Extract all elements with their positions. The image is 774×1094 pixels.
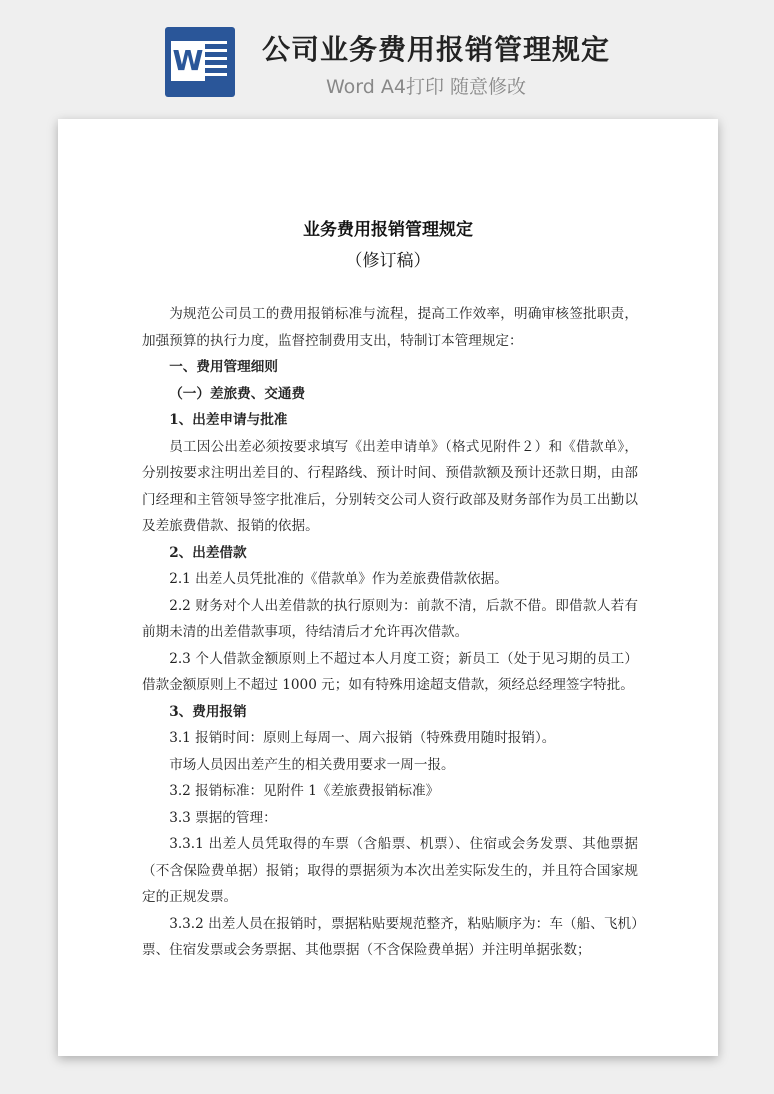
paragraph: 3.3.2 出差人员在报销时，票据粘贴要规范整齐，粘贴顺序为：车（船、飞机）票、住宿发票或会务票据、其他票据（不含保险费单据）并注明单据张数； [142, 915, 638, 958]
paragraph: 3.3 票据的管理： [169, 809, 277, 826]
item-heading: 3、费用报销 [169, 703, 247, 720]
item-heading: 2、出差借款 [169, 544, 247, 561]
text-lines-icon [205, 41, 227, 81]
paragraph: 2.2 财务对个人出差借款的执行原则为：前款不清，后款不借。即借款人若有前期未清的出差借款事项，待结清后才允许再次借款。 [142, 597, 638, 640]
header [0, 0, 774, 110]
document-subtitle: （修订稿） [345, 251, 431, 271]
watermark [88, 480, 120, 519]
paragraph: 2.1 出差人员凭批准的《借款单》作为差旅费借款依据。 [169, 571, 508, 587]
word-document-icon [165, 27, 235, 97]
paragraph: 3.2 报销标准：见附件 1《差旅费报销标准》 [169, 783, 440, 799]
header-subtitle: Word A4打印 随意修改 [326, 76, 527, 98]
paragraph: 3.1 报销时间：原则上每周一、周六报销（特殊费用随时报销）。 [169, 730, 556, 746]
document-body [142, 301, 638, 964]
paragraph: 为规范公司员工的费用报销标准与流程，提高工作效率，明确审核签批职责，加强预算的执行力度，监督控制费用支出，特制订本管理规定： [142, 306, 638, 349]
item-heading: 1、出差申请与批准 [169, 412, 288, 428]
document-title: 业务费用报销管理规定 [303, 220, 473, 240]
paragraph: 市场人员因出差产生的相关费用要求一周一报。 [169, 756, 455, 773]
header-title: 公司业务费用报销管理规定 [262, 33, 611, 66]
word-letter: W [171, 41, 205, 81]
paragraph: 3.3.1 出差人员凭取得的车票（含船票、机票）、住宿或会务发票、其他票据（不含保险费单据）报销；取得的票据须为本次出差实际发生的，并且符合国家规定的正规发票。 [142, 836, 638, 905]
subsection-heading: （一）差旅费、交通费 [169, 385, 306, 402]
document-page [58, 119, 718, 1056]
paragraph: 员工因公出差必须按要求填写《出差申请单》（格式见附件２）和《借款单》，分别按要求注明出差目的、行程路线、预计时间、预借款额及预计还款日期，由部门经理和主管领导签字批准后，分别转交公司人资行政部及财务部作为员工出勤以及差旅费借款、报销的依据。 [142, 438, 638, 534]
paragraph: 2.3 个人借款金额原则上不超过本人月度工资；新员工（处于见习期的员工）借款金额原则上不超过 1000 元；如有特殊用途超支借款，须经总经理签字特批。 [142, 650, 638, 693]
section-heading: 一、费用管理细则 [169, 359, 278, 375]
